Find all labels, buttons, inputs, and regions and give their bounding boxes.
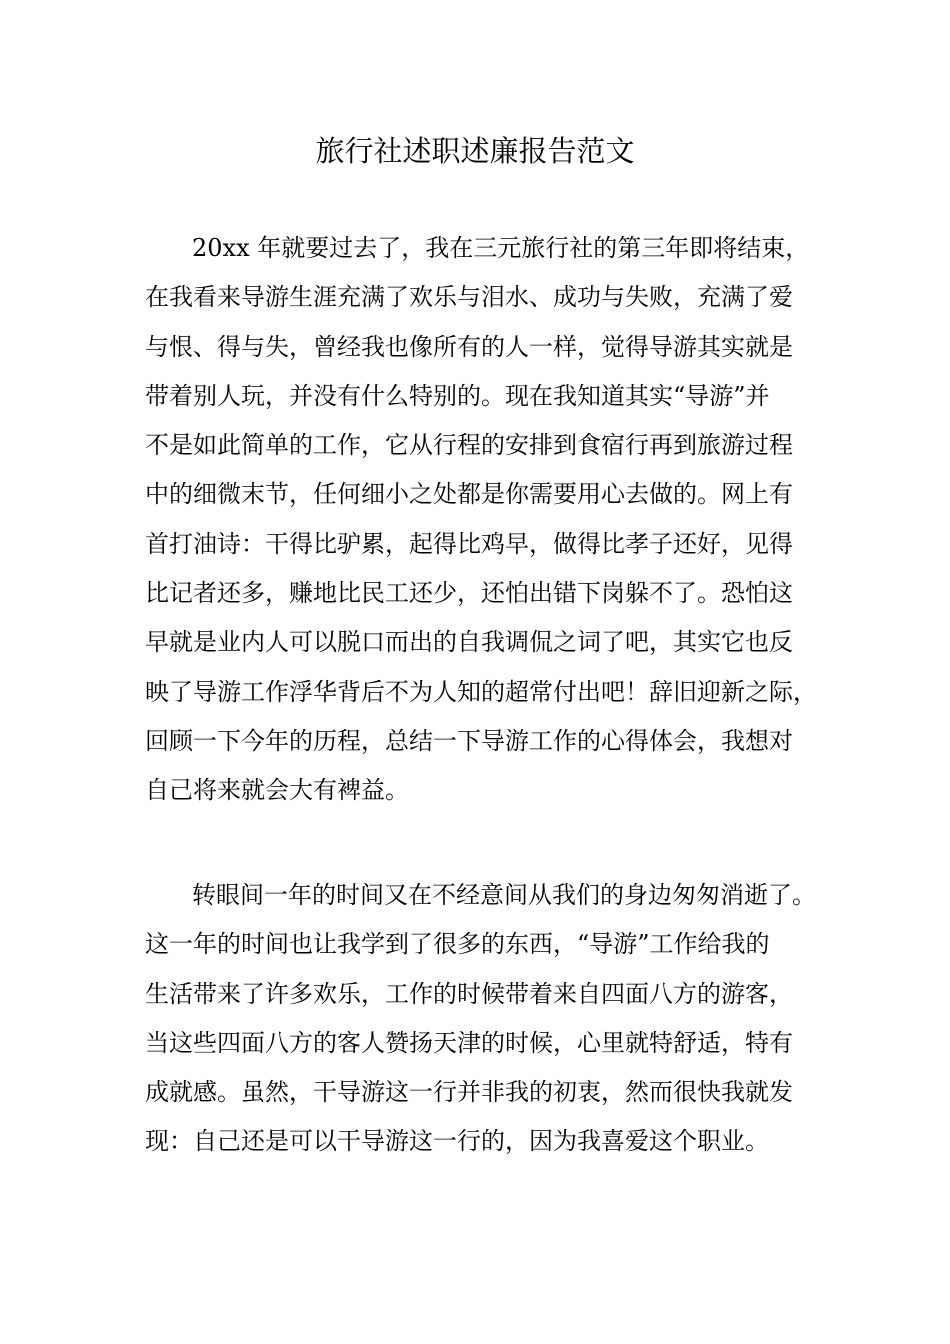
paragraph-line: 转眼间一年的时间又在不经意间从我们的身边匆匆消逝了。 bbox=[192, 881, 816, 909]
paragraph-line: 映了导游工作浮华背后不为人知的超常付出吧！辞旧迎新之际， bbox=[145, 677, 817, 706]
paragraph-line: 中的细微末节，任何细小之处都是你需要用心去做的。网上有 bbox=[145, 480, 793, 509]
paragraph-line: 现：自己还是可以干导游这一行的，因为我喜爱这个职业。 bbox=[145, 1127, 769, 1156]
paragraph-line: 在我看来导游生涯充满了欢乐与泪水、成功与失败，充满了爱 bbox=[145, 283, 793, 312]
paragraph-1 bbox=[145, 224, 835, 816]
paragraph-line: 20xx 年就要过去了，我在三元旅行社的第三年即将结束， bbox=[192, 234, 810, 262]
paragraph-line: 不是如此简单的工作，它从行程的安排到食宿行再到旅游过程 bbox=[145, 431, 793, 460]
document-title: 旅行社述职述廉报告范文 bbox=[315, 134, 635, 168]
paragraph-2 bbox=[145, 871, 835, 1167]
paragraph-line: 当这些四面八方的客人赞扬天津的时候，心里就特舒适，特有 bbox=[145, 1028, 793, 1057]
paragraph-line: 首打油诗：干得比驴累，起得比鸡早，做得比孝子还好，见得 bbox=[145, 529, 793, 558]
paragraph-line: 比记者还多，赚地比民工还少，还怕出错下岗躲不了。恐怕这 bbox=[145, 579, 793, 608]
paragraph-line: 这一年的时间也让我学到了很多的东西，“导游”工作给我的 bbox=[145, 930, 770, 959]
paragraph-line: 回顾一下今年的历程，总结一下导游工作的心得体会，我想对 bbox=[145, 726, 793, 755]
paragraph-line: 早就是业内人可以脱口而出的自我调侃之词了吧，其实它也反 bbox=[145, 628, 793, 657]
paragraph-line: 成就感。虽然，干导游这一行并非我的初衷，然而很快我就发 bbox=[145, 1078, 793, 1107]
paragraph-line: 生活带来了许多欢乐，工作的时候带着来自四面八方的游客， bbox=[145, 979, 793, 1008]
paragraph-line: 与恨、得与失，曾经我也像所有的人一样，觉得导游其实就是 bbox=[145, 332, 793, 361]
paragraph-line: 带着别人玩，并没有什么特别的。现在我知道其实“导游”并 bbox=[145, 381, 770, 410]
paragraph-line: 自己将来就会大有裨益。 bbox=[145, 776, 409, 805]
